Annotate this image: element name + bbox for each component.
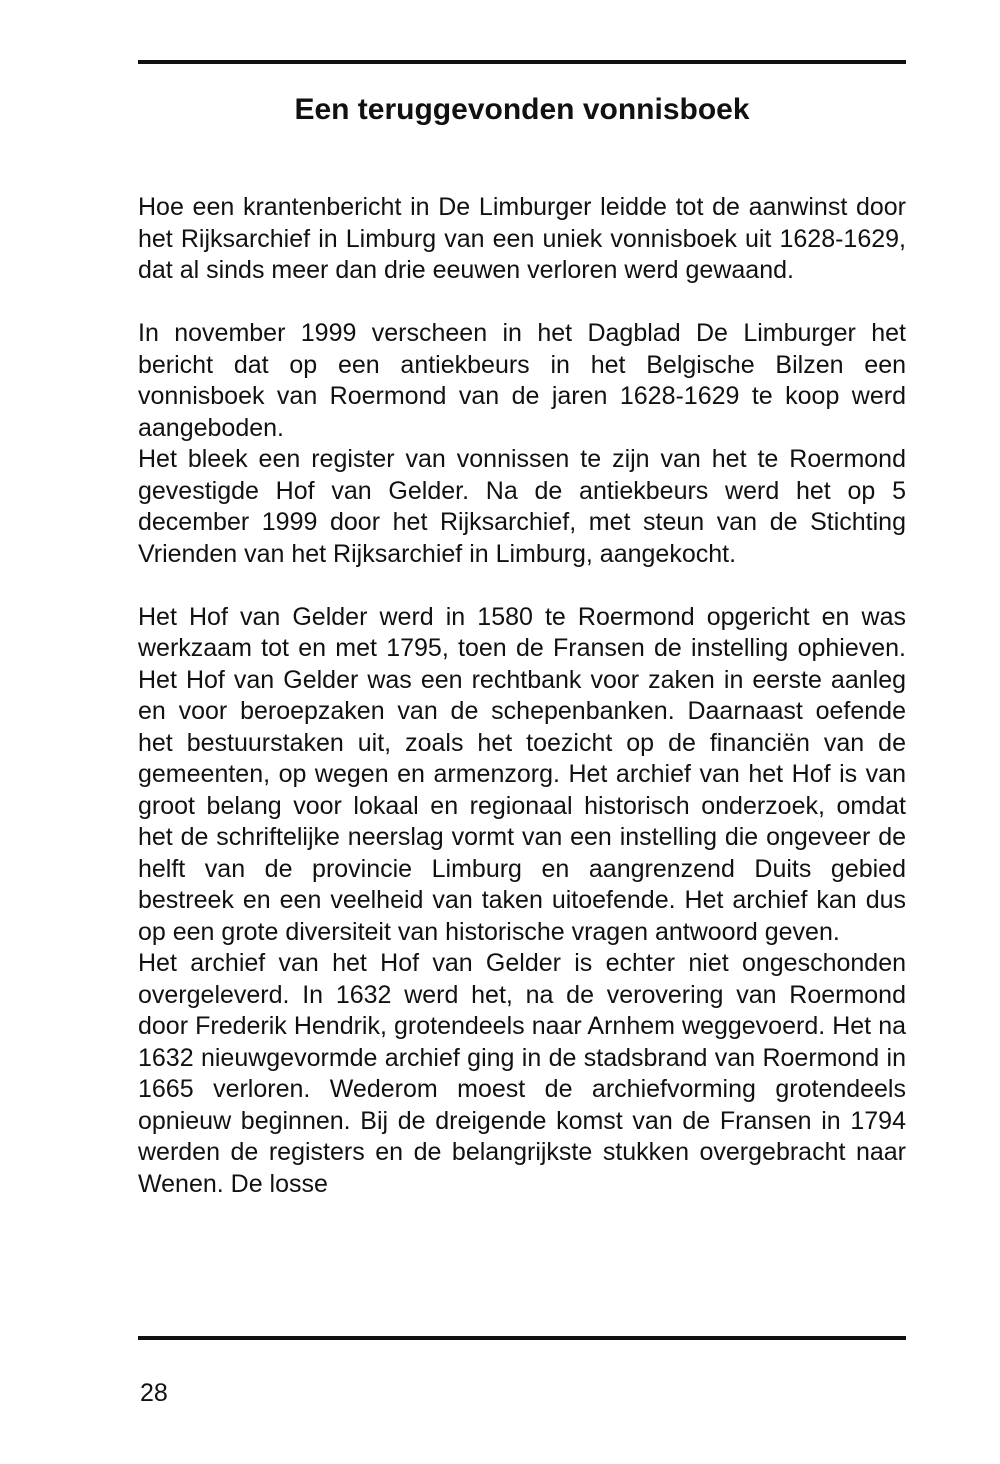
paragraph: Het archief van het Hof van Gelder is echter niet ongeschonden overgeleverd. In 1632 werd het, na de verovering van Roermond door Frederik Hendrik, grotendeels naar Arnhem weggevoerd. Het na 1632 nieuwgevormde archief ging in de stadsbrand van Roermond in 1665 verloren. Wederom moest de archiefvorming grotendeels opnieuw beginnen. Bij de dreigende komst van de Fransen in 1794 werden de registers en de belangrijkste stukken overgebracht naar Wenen. De losse <box>138 949 906 1198</box>
body-text <box>138 192 906 1200</box>
paragraph: Het bleek een register van vonnissen te zijn van het te Roermond gevestigde Hof van Gelder. Na de antiekbeurs werd het op 5 december 1999 door het Rijksarchief, met steun van de Stichting Vrienden van het Rijksarchief in Limburg, aangekocht. <box>138 445 906 568</box>
page-number: 28 <box>140 1379 168 1407</box>
intro-paragraph: Hoe een krantenbericht in De Limburger leidde tot de aanwinst door het Rijksarchief in Limburg van een uniek vonnisboek uit 1628-1629, dat al sinds meer dan drie eeuwen verloren werd gewaand. <box>138 193 906 284</box>
paragraph: In november 1999 verscheen in het Dagblad De Limburger het bericht dat op een antiekbeurs in het Belgische Bilzen een vonnisboek van Roermond van de jaren 1628-1629 te koop werd aangeboden. <box>138 319 906 442</box>
top-rule <box>138 60 906 64</box>
paragraph: Het Hof van Gelder werd in 1580 te Roermond opgericht en was werkzaam tot en met 1795, toen de Fransen de instelling ophieven. Het Hof van Gelder was een rechtbank voor zaken in eerste aanleg en voor beroepzaken van de schepenbanken. Daarnaast oefende het bestuurstaken uit, zoals het toezicht op de financiën van de gemeenten, op wegen en armenzorg. Het archief van het Hof is van groot belang voor lokaal en regionaal historisch onderzoek, omdat het de schriftelijke neerslag vormt van een instelling die ongeveer de helft van de provincie Limburg en aangrenzend Duits gebied bestreek en een veelheid van taken uitoefende. Het archief kan dus op een grote diversiteit van historische vragen antwoord geven. <box>138 602 906 946</box>
page-title: Een teruggevonden vonnisboek <box>294 93 750 126</box>
bottom-rule <box>138 1336 906 1340</box>
